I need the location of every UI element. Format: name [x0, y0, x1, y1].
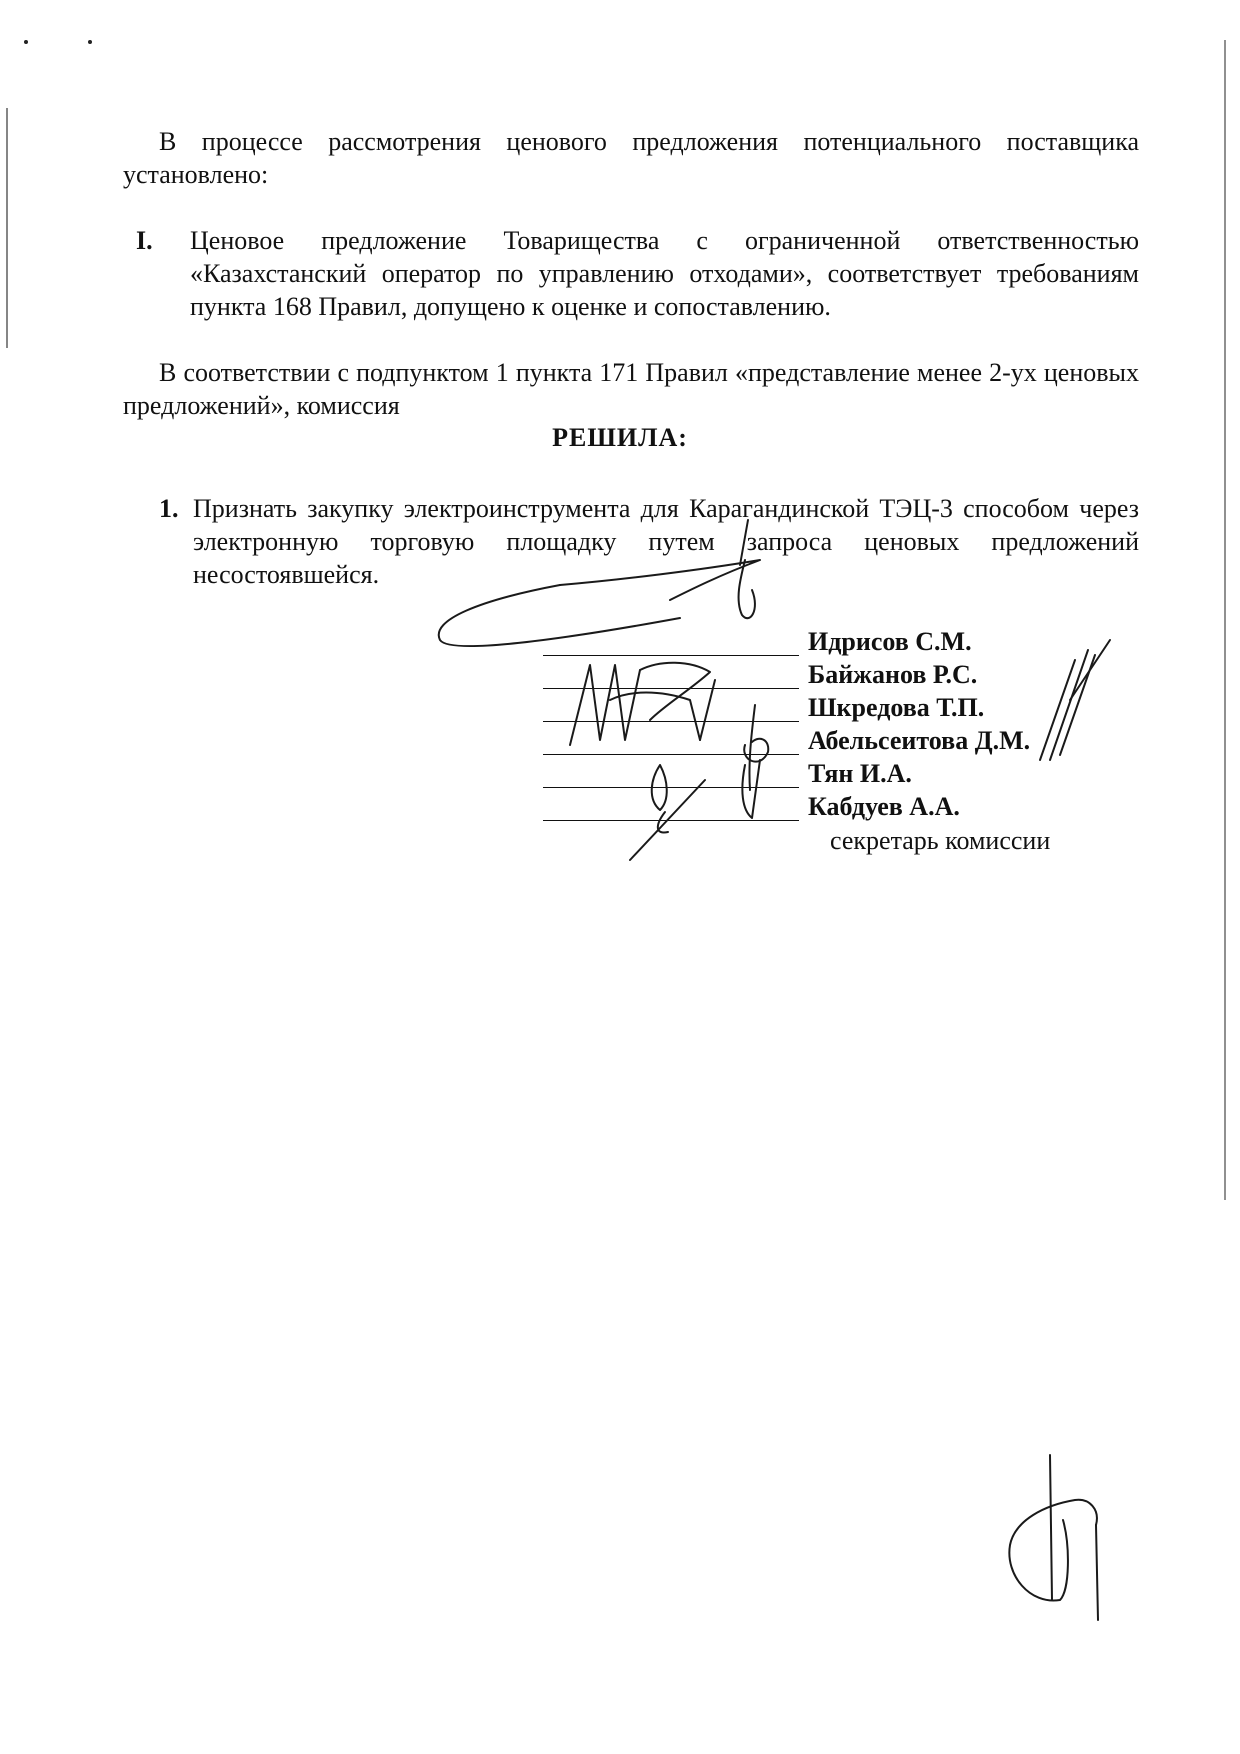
signatory-name: Тян И.А.: [808, 759, 912, 788]
basis-paragraph: В соответствии с подпунктом 1 пункта 171 Правил «представление менее 2-ух ценовых предложений», комиссия: [123, 358, 1139, 420]
signatory-name: Шкредова Т.П.: [808, 693, 985, 722]
signatory-name: Кабдуев А.А.: [808, 792, 960, 821]
signature-baizhanov: [570, 663, 715, 745]
intro-paragraph: В процессе рассмотрения ценового предложения потенциального поставщика установлено:: [123, 127, 1139, 189]
signature-shkredova: [1040, 640, 1110, 760]
finding-marker: I.: [136, 226, 153, 255]
decision-heading: РЕШИЛА:: [552, 423, 688, 452]
signatory-name: Байжанов Р.С.: [808, 660, 978, 689]
decision-marker: 1.: [159, 494, 179, 523]
signatory-name: Идрисов С.М.: [808, 627, 972, 656]
secretary-role: секретарь комиссии: [830, 826, 1051, 855]
decision-text: Признать закупку электроинструмента для Карагандинской ТЭЦ-3 способом через электронную торговую площадку путем запроса ценовых предложений несостоявшейся.: [193, 494, 1139, 589]
signature-abelseitova: [744, 705, 768, 790]
signature-tyan: [652, 760, 760, 818]
signatory-name: Абельсеитова Д.М.: [808, 726, 1031, 755]
finding-text: Ценовое предложение Товарищества с ограниченной ответственностью «Казахстанский оператор по управлению отходами», соответствует требованиям пункта 168 Правил, допущено к оценке и сопоставлению.: [190, 226, 1139, 321]
page-initial-mark: [1009, 1455, 1098, 1620]
signature-idrisov: [439, 520, 760, 646]
